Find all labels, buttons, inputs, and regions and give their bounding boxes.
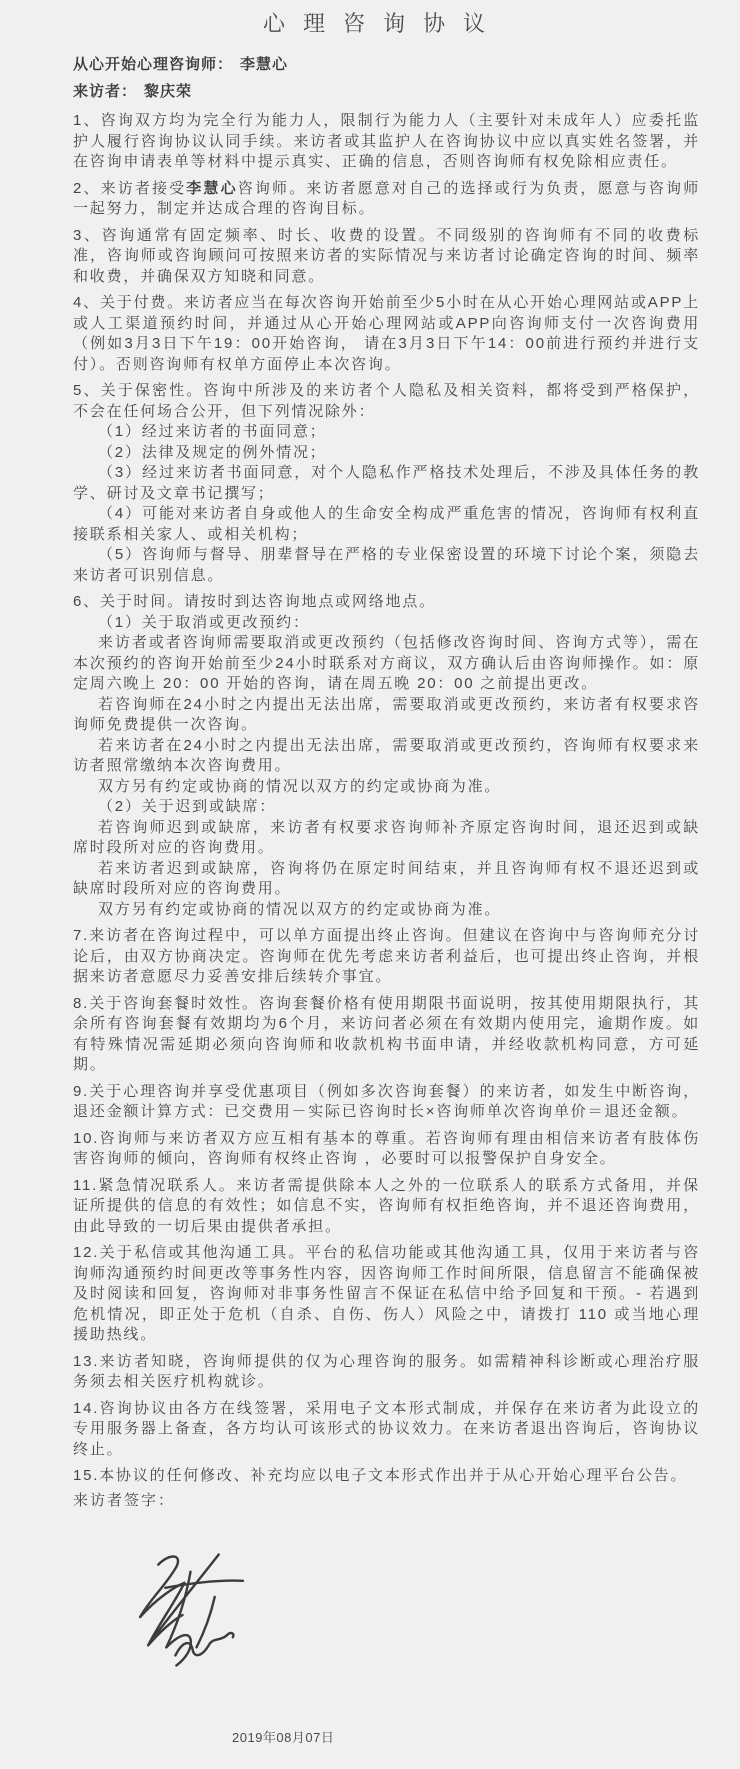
visitor-line	[73, 78, 700, 105]
text-run: 若来访者迟到或缺席，咨询将仍在原定时间结束，并且咨询师有权不退还迟到或缺席时段所对应的咨询费用。	[73, 859, 700, 897]
text-run: 若咨询师在24小时之内提出无法出席，需要取消或更改预约，来访者有权要求咨询师免费提供一次咨询。	[73, 695, 700, 733]
clause-6-paragraph-9	[73, 859, 700, 900]
text-run: 9.关于心理咨询并享受优惠项目（例如多次咨询套餐）的来访者，如发生中断咨询，退还金额计算方式：已交费用－实际已咨询时长×咨询师单次咨询单价＝退还金额。	[73, 1082, 700, 1120]
clause-7-paragraph-1	[73, 926, 700, 988]
clause-6-paragraph-10	[73, 900, 700, 921]
clause-5-paragraph-6	[73, 545, 700, 586]
clause-6-paragraph-3	[73, 633, 700, 695]
text-run: （2）法律及规定的例外情况；	[98, 443, 327, 461]
handwritten-signature-image	[130, 1546, 246, 1668]
text-run: 3、咨询通常有固定频率、时长、收费的设置。不同级别的咨询师有不同的收费标准，咨询师或咨询顾问可按照来访者的实际情况与来访者讨论确定咨询的时间、频率和收费，并确保双方知晓和同意。	[73, 226, 700, 285]
text-run: 5、关于保密性。咨询中所涉及的来访者个人隐私及相关资料，都将受到严格保护，不会在任何场合公开，但下列情况除外：	[73, 382, 700, 420]
text-run: 11.紧急情况联系人。来访者需提供除本人之外的一位联系人的联系方式备用，并保证所提供的信息的有效性；如信息不实，咨询师有权拒绝咨询，并不退还咨询费用，由此导致的一切后果由提供者承担。	[73, 1176, 700, 1235]
clause-12-paragraph-1	[73, 1243, 700, 1346]
text-run: （5）咨询师与督导、朋辈督导在严格的专业保密设置的环境下讨论个案，须隐去来访者可识别信息。	[73, 546, 700, 584]
signature-scribble	[130, 1546, 246, 1668]
clause-9-paragraph-1	[73, 1082, 700, 1123]
counselor-line	[73, 51, 700, 78]
clause-2-paragraph-1	[73, 179, 700, 220]
clause-4-paragraph-1	[73, 293, 700, 375]
clause-10-paragraph-1	[73, 1129, 700, 1170]
clause-6-paragraph-6	[73, 777, 700, 798]
visitor-name: 黎庆荣	[144, 83, 193, 100]
text-run: 1、咨询双方均为完全行为能力人，限制行为能力人（主要针对未成年人）应委托监护人履行咨询协议认同手续。来访者或其监护人在咨询协议中应以真实姓名签署，并在咨询申请表单等材料中提示真实、正确的信息，否则咨询师有权免除相应责任。	[73, 112, 700, 170]
text-run: 12.关于私信或其他沟通工具。平台的私信功能或其他沟通工具，仅用于来访者与咨询师沟通预约时间更改等事务性内容，因咨询师工作时间所限，信息留言不能确保被及时阅读和回复，咨询师对非事务性留言不保证在私信中给予回复和干预。- 若遇到危机情况，即正处于危机（自杀、自伤、伤人）风险之中，请拨打 110 或当地心理援助热线。	[73, 1244, 700, 1343]
clause-3-paragraph-1	[73, 226, 700, 288]
text-run: 咨询师。来访者愿意对自己的选择或行为负责，愿意与咨询师一起努力，制定并达成合理的咨询目标。	[73, 179, 700, 217]
clause-5-paragraph-1	[73, 381, 700, 422]
text-run: 7.来访者在咨询过程中，可以单方面提出终止咨询。但建议在咨询中与咨询师充分讨论后，由双方协商决定。咨询师在优先考虑来访者利益后，也可提出终止咨询，并根据来访者意愿尽力妥善安排后续转介事宜。	[73, 927, 700, 985]
parties-header	[73, 51, 700, 105]
text-run: 8.关于咨询套餐时效性。咨询套餐价格有使用期限书面说明，按其使用期限执行，其余所有咨询套餐有效期均为6个月，来访问者必须在有效期内使用完，逾期作废。如有特殊情况需延期必须向咨询师和收款机构书面申请，并经收款机构同意，方可延期。	[73, 994, 700, 1073]
text-run: 6、关于时间。请按时到达咨询地点或网络地点。	[73, 593, 436, 610]
bold-text-run: 李慧心	[186, 179, 238, 197]
text-run: 若来访者在24小时之内提出无法出席，需要取消或更改预约，咨询师有权要求来访者照常缴纳本次咨询费用。	[73, 736, 700, 774]
clause-5-paragraph-2	[73, 422, 700, 443]
clause-11-paragraph-1	[73, 1176, 700, 1238]
clause-13-paragraph-1	[73, 1352, 700, 1393]
signature-date: 2019年08月07日	[232, 1730, 335, 1745]
page-title: 心理咨询协议	[262, 11, 503, 36]
text-run: 15.本协议的任何修改、补充均应以电子文本形式作出并于从心开始心理平台公告。	[73, 1467, 688, 1484]
clause-6-paragraph-7	[73, 797, 700, 818]
clause-6-paragraph-4	[73, 695, 700, 736]
clauses-list	[73, 111, 700, 1487]
clause-5-paragraph-4	[73, 463, 700, 504]
text-run: 10.咨询师与来访者双方应互相有基本的尊重。若咨询师有理由相信来访者有肢体伤害咨询师的倾向，咨询师有权终止咨询 ，必要时可以报警保护自身安全。	[73, 1129, 700, 1167]
clause-8-paragraph-1	[73, 994, 700, 1076]
text-run: 双方另有约定或协商的情况以双方的约定或协商为准。	[98, 900, 502, 918]
text-run: 若咨询师迟到或缺席，来访者有权要求咨询师补齐原定咨询时间，退还迟到或缺席时段所对应的咨询费用。	[73, 818, 700, 856]
text-run: （3）经过来访者书面同意，对个人隐私作严格技术处理后，不涉及具体任务的教学、研讨及文章书记撰写；	[73, 464, 700, 502]
text-run: （1）经过来访者的书面同意；	[98, 423, 327, 440]
clause-6-paragraph-2	[73, 613, 700, 634]
clause-5-paragraph-5	[73, 504, 700, 545]
text-run: 4、关于付费。来访者应当在每次咨询开始前至少5小时在从心开始心理网站或APP上或人工渠道预约时间，并通过从心开始心理网站或APP向咨询师支付一次咨询费用（例如3月3日下午19：00开始咨询， 请在3月3日下午14：00前进行预约并进行支付）。否则咨询师有权单方面停止本次咨询。	[73, 294, 700, 373]
clause-14-paragraph-1	[73, 1399, 700, 1461]
text-run: （1）关于取消或更改预约：	[98, 613, 310, 631]
counselor-name: 李慧心	[240, 56, 289, 73]
counselor-label: 从心开始心理咨询师：	[73, 56, 234, 73]
text-run: （4）可能对来访者自身或他人的生命安全构成严重危害的情况，咨询师有权利直接联系相关家人、或相关机构；	[73, 505, 700, 543]
text-run: 13.来访者知晓，咨询师提供的仅为心理咨询的服务。如需精神科诊断或心理治疗服务须去相关医疗机构就诊。	[73, 1352, 700, 1390]
clause-6-paragraph-1	[73, 592, 700, 613]
text-run: 双方另有约定或协商的情况以双方的约定或协商为准。	[98, 777, 502, 795]
signature-label: 来访者签字：	[73, 1492, 176, 1509]
clause-5-paragraph-3	[73, 443, 700, 464]
text-run: 14.咨询协议由各方在线签署，采用电子文本形式制成，并保存在来访者为此设立的专用服务器上备查，各方均认可该形式的协议效力。在来访者退出咨询后，咨询协议终止。	[73, 1399, 700, 1458]
clause-1-paragraph-1	[73, 111, 700, 173]
text-run: 2、来访者接受	[73, 179, 187, 197]
clause-15-paragraph-1	[73, 1466, 700, 1487]
text-run: 来访者或者咨询师需要取消或更改预约（包括修改咨询时间、咨询方式等），需在本次预约的咨询开始前至少24小时联系对方商议，双方确认后由咨询师操作。如：原定周六晚上 20：00 开始的咨询，请在周五晚 20：00 之前提出更改。	[73, 634, 700, 692]
clause-6-paragraph-5	[73, 736, 700, 777]
text-run: （2）关于迟到或缺席：	[98, 798, 277, 815]
visitor-label: 来访者：	[73, 83, 138, 100]
clause-6-paragraph-8	[73, 818, 700, 859]
